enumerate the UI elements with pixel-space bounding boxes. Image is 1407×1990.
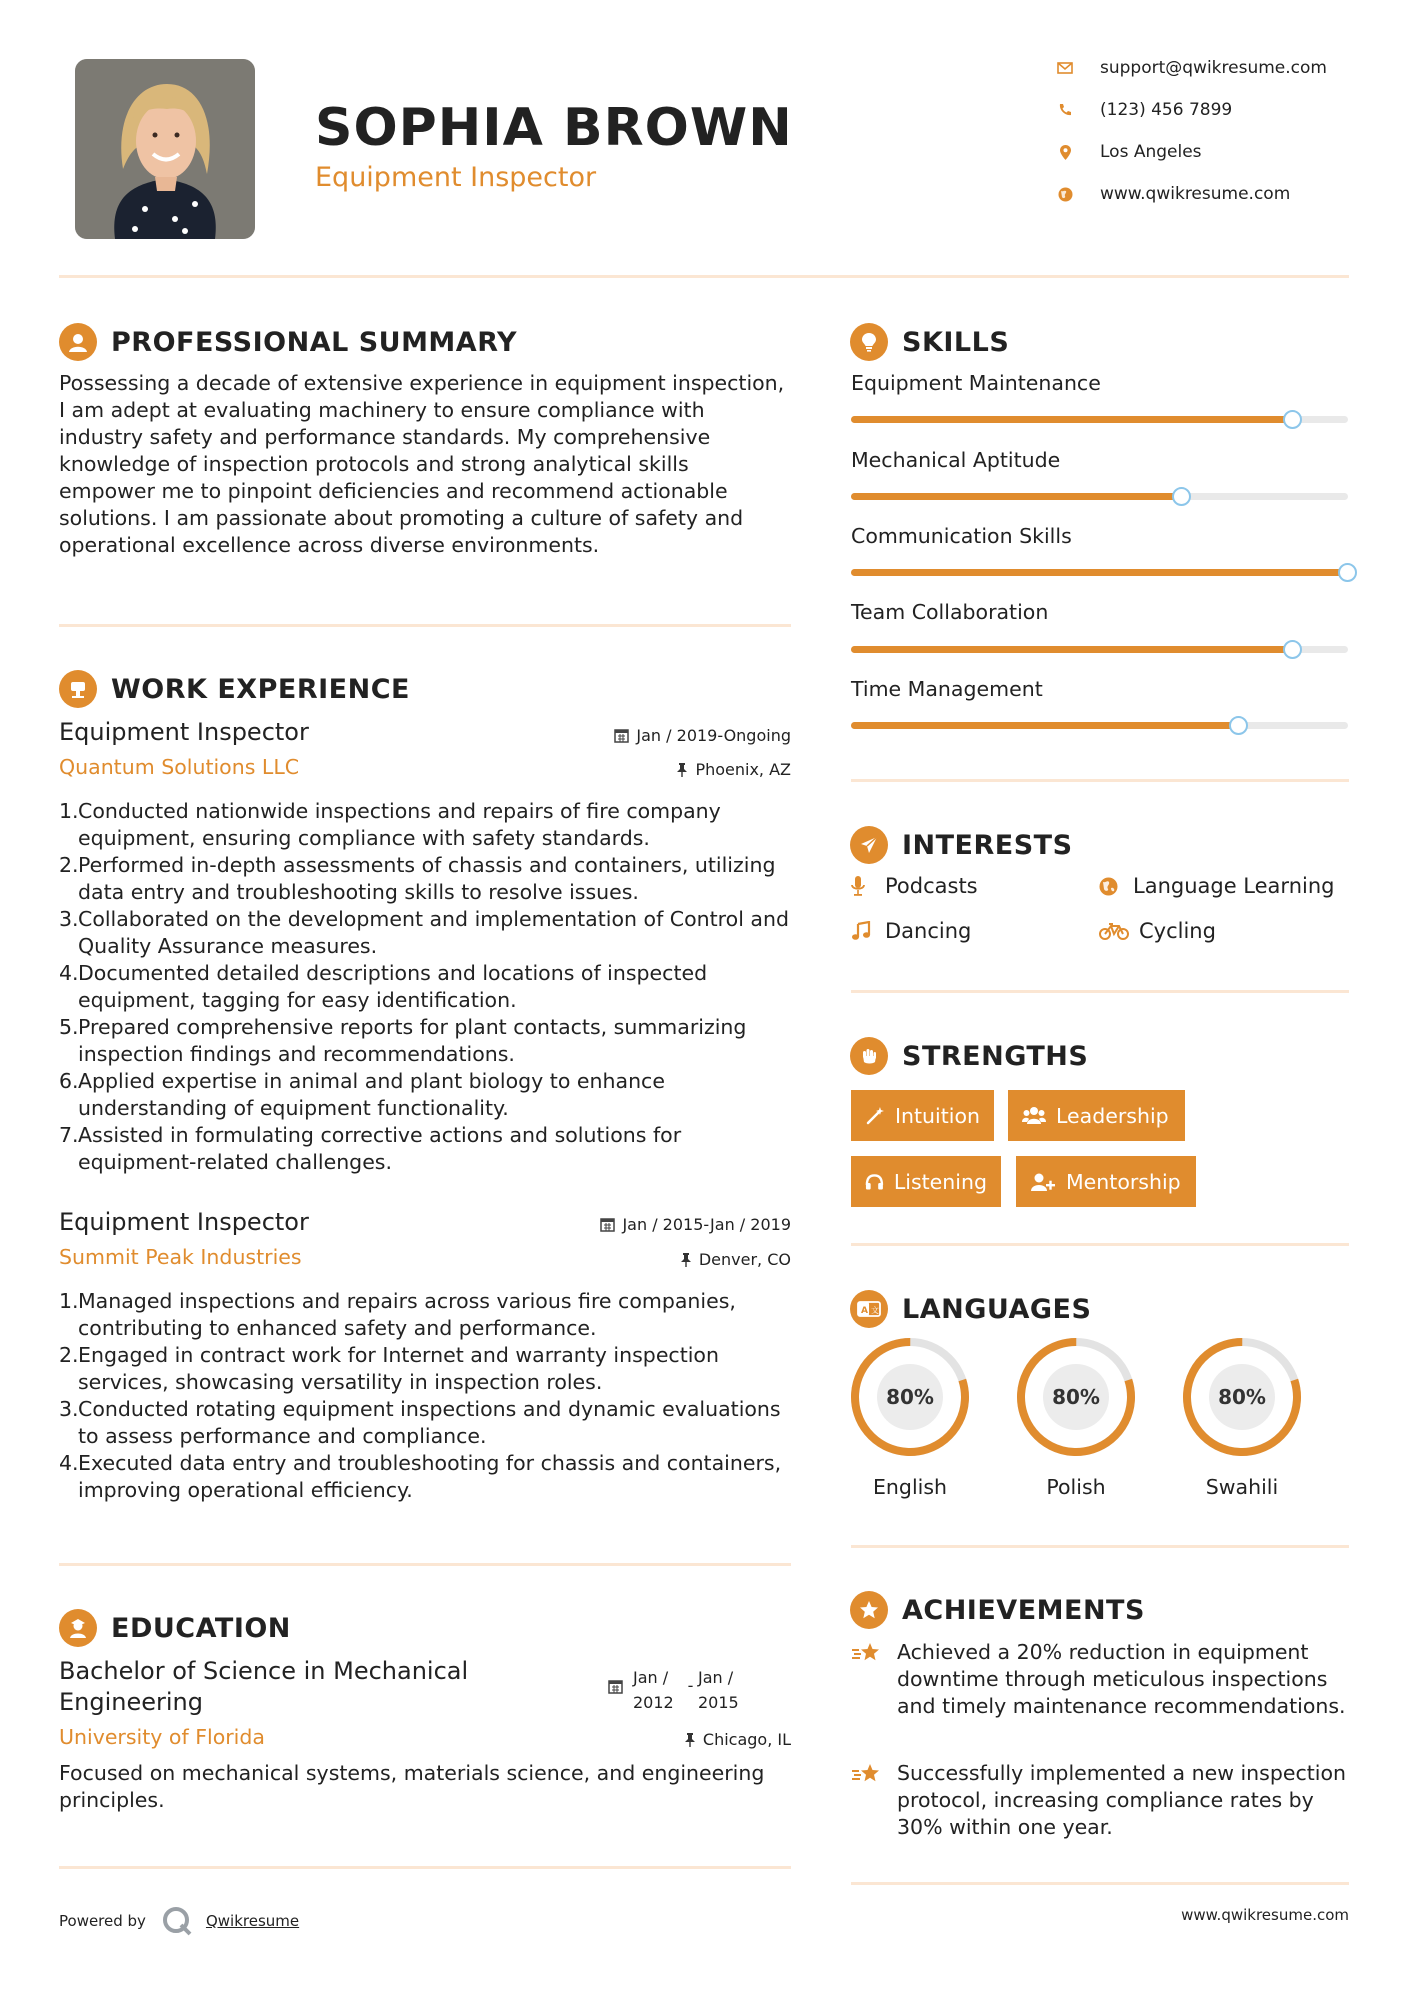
work-heading <box>59 670 410 708</box>
achievements-heading <box>850 1591 1145 1629</box>
graduate-icon <box>59 1609 97 1647</box>
pushpin-icon <box>676 763 688 777</box>
list-item: 4. Documented detailed descriptions and locations of inspected equipment, tagging for easy identification. <box>59 961 708 1012</box>
svg-text:文: 文 <box>871 1306 879 1315</box>
language-name: English <box>872 1475 948 1499</box>
skill-bar-fill <box>851 493 1182 500</box>
candidate-name: SOPHIA BROWN <box>315 98 793 158</box>
language-ring <box>1015 1336 1137 1462</box>
lightbulb-icon <box>850 323 888 361</box>
contact-location <box>1055 142 1202 162</box>
contact-location-text: Los Angeles <box>1100 142 1202 162</box>
language-name: Swahili <box>1205 1475 1279 1499</box>
pushpin-icon <box>680 1253 692 1267</box>
contact-phone-text: (123) 456 7899 <box>1100 100 1233 120</box>
user-icon <box>59 323 97 361</box>
powered-by <box>59 1904 299 1938</box>
skill-label: Time Management <box>851 677 1043 701</box>
work-divider <box>59 1563 791 1566</box>
achievement-item <box>851 1639 1349 1720</box>
list-item: 1. Managed inspections and repairs across various fire companies, contributing to enhanced safety and performance. <box>59 1289 736 1340</box>
calendar-icon <box>614 728 629 743</box>
summary-title: PROFESSIONAL SUMMARY <box>111 326 518 358</box>
strength-tag <box>851 1156 1001 1207</box>
skill-bar <box>851 722 1348 729</box>
interest-label: Podcasts <box>885 874 978 898</box>
skill-bar-fill <box>851 722 1239 729</box>
job-location-text: Phoenix, AZ <box>695 760 791 779</box>
strength-tag <box>851 1090 994 1141</box>
contact-email[interactable] <box>1055 58 1327 78</box>
skill-bar <box>851 646 1348 653</box>
job-title: Equipment Inspector <box>59 718 309 746</box>
skill-bar-knob <box>1283 640 1302 659</box>
strength-label: Mentorship <box>1066 1169 1181 1194</box>
profile-photo <box>75 59 255 239</box>
map-pin-icon <box>1055 142 1075 162</box>
achievements-divider <box>851 1882 1349 1885</box>
list-item: 4. Executed data entry and troubleshooting for chassis and containers, improving operational efficiency. <box>59 1451 782 1502</box>
achievement-item <box>851 1760 1349 1841</box>
summary-heading <box>59 323 517 361</box>
interest-label: Dancing <box>885 919 972 943</box>
headphones-icon <box>865 1173 884 1191</box>
job-company: Quantum Solutions LLC <box>59 755 300 779</box>
interests-title: INTERESTS <box>902 829 1073 861</box>
strength-tag <box>1016 1156 1196 1207</box>
qwikresume-link[interactable]: Qwikresume <box>205 1912 300 1930</box>
job-dates-text: Jan / 2019-Ongoing <box>636 726 791 745</box>
globe-icon <box>1099 877 1127 896</box>
footer-website[interactable]: www.qwikresume.com <box>1181 1906 1349 1924</box>
job-title: Equipment Inspector <box>59 1208 309 1236</box>
job-location <box>560 760 791 779</box>
calendar-icon <box>600 1217 615 1232</box>
magic-wand-icon <box>865 1106 885 1126</box>
interest-label: Language Learning <box>1133 874 1335 898</box>
language-percent: 80% <box>1052 1385 1100 1409</box>
list-item: 1. Conducted nationwide inspections and repairs of fire company equipment, ensuring compliance with safety standards. <box>59 799 721 850</box>
skill-label: Mechanical Aptitude <box>851 448 1061 472</box>
translate-icon <box>850 1290 888 1328</box>
contact-email-text: support@qwikresume.com <box>1100 58 1327 78</box>
interests-divider <box>851 990 1349 993</box>
degree-title: Bachelor of Science in Mechanical Engineering <box>59 1657 469 1716</box>
list-item: 3. Collaborated on the development and implementation of Control and Quality Assurance measures. <box>59 907 789 958</box>
education-location-text: Chicago, IL <box>702 1730 791 1749</box>
strength-label: Leadership <box>1056 1103 1169 1128</box>
achievements-title: ACHIEVEMENTS <box>902 1594 1145 1626</box>
school-name: University of Florida <box>59 1725 265 1749</box>
education-divider <box>59 1866 791 1869</box>
strength-label: Intuition <box>894 1103 980 1128</box>
summary-text: Possessing a decade of extensive experience in equipment inspection, I am adept at evaluating machinery to ensure compliance with industry safety and performance standards. My comprehensive knowledge of inspection protocols and strong analytical skills empower me to pinpoint deficiencies and recommend actionable solutions. I am passionate about promoting a culture of safety and operational excellence across diverse environments. <box>59 371 785 557</box>
globe-icon <box>1055 184 1075 204</box>
summary-divider <box>59 624 791 627</box>
skill-label: Team Collaboration <box>851 600 1049 624</box>
interest-item <box>851 919 971 943</box>
skill-label: Equipment Maintenance <box>851 371 1101 395</box>
skills-title: SKILLS <box>902 326 1010 358</box>
job-bullets <box>59 798 791 1176</box>
bicycle-icon <box>1099 922 1133 940</box>
skill-label: Communication Skills <box>851 524 1072 548</box>
interest-item <box>1099 919 1216 943</box>
skill-bar-knob <box>1229 716 1248 735</box>
users-icon <box>1022 1106 1046 1126</box>
strengths-heading <box>850 1037 1088 1075</box>
pushpin-icon <box>684 1733 696 1747</box>
skill-bar <box>851 493 1348 500</box>
achievement-text: Achieved a 20% reduction in equipment downtime through meticulous inspections and timely maintenance recommendations. <box>897 1640 1346 1718</box>
job-dates-text: Jan / 2015-Jan / 2019 <box>622 1215 791 1234</box>
education-end: Jan / 2015 <box>698 1668 739 1712</box>
strengths-title: STRENGTHS <box>902 1040 1089 1072</box>
education-description: Focused on mechanical systems, materials science, and engineering principles. <box>59 1761 765 1812</box>
language-name: Polish <box>1046 1475 1106 1499</box>
interests-heading <box>850 826 1073 864</box>
language-percent: 80% <box>886 1385 934 1409</box>
skill-bar-fill <box>851 416 1293 423</box>
list-item: 3. Conducted rotating equipment inspections and dynamic evaluations to assess performance and compliance. <box>59 1397 781 1448</box>
star-icon <box>850 1591 888 1629</box>
job-company: Summit Peak Industries <box>59 1245 302 1269</box>
header-divider <box>59 275 1349 278</box>
job-bullets <box>59 1288 791 1504</box>
user-plus-icon <box>1030 1172 1056 1192</box>
skills-divider <box>851 779 1349 782</box>
calendar-icon <box>608 1679 623 1694</box>
job-location <box>560 1250 791 1269</box>
education-title: EDUCATION <box>111 1612 291 1644</box>
shooting-star-icon <box>851 1639 897 1720</box>
contact-website[interactable] <box>1055 184 1290 204</box>
list-item: 5. Prepared comprehensive reports for plant contacts, summarizing inspection findings and recommendations. <box>59 1015 747 1066</box>
education-dash: - <box>687 1676 694 1695</box>
interest-item <box>1099 874 1334 898</box>
powered-by-text: Powered by <box>59 1912 146 1930</box>
strength-label: Listening <box>893 1169 987 1194</box>
languages-divider <box>851 1545 1349 1548</box>
work-title: WORK EXPERIENCE <box>111 673 410 705</box>
job-location-text: Denver, CO <box>698 1250 791 1269</box>
microphone-icon <box>851 876 879 896</box>
education-start: Jan / 2012 <box>633 1668 674 1712</box>
contact-website-text: www.qwikresume.com <box>1100 184 1291 204</box>
skill-bar-knob <box>1283 410 1302 429</box>
skill-bar-knob <box>1172 487 1191 506</box>
skill-bar-knob <box>1338 563 1357 582</box>
language-percent: 80% <box>1218 1385 1266 1409</box>
language-ring <box>849 1336 971 1462</box>
list-item: 2. Performed in-depth assessments of chassis and containers, utilizing data entry and troubleshooting skills to resolve issues. <box>59 853 776 904</box>
skill-bar <box>851 416 1348 423</box>
education-location <box>560 1730 791 1749</box>
language-ring <box>1181 1336 1303 1462</box>
job-dates <box>560 1215 791 1234</box>
education-dates <box>608 1665 748 1715</box>
skills-heading <box>850 323 1009 361</box>
music-note-icon <box>851 921 879 941</box>
fist-icon <box>850 1037 888 1075</box>
strengths-divider <box>851 1243 1349 1246</box>
briefcase-icon <box>59 670 97 708</box>
skill-bar-fill <box>851 646 1293 653</box>
languages-heading <box>850 1290 1091 1328</box>
achievement-text: Successfully implemented a new inspection protocol, increasing compliance rates by 30% within one year. <box>897 1761 1347 1839</box>
paper-plane-icon <box>850 826 888 864</box>
list-item: 7. Assisted in formulating corrective actions and solutions for equipment-related challenges. <box>59 1123 682 1174</box>
phone-icon <box>1055 100 1075 120</box>
qwikresume-logo-icon <box>160 1904 194 1938</box>
contact-phone[interactable] <box>1055 100 1232 120</box>
interest-label: Cycling <box>1139 919 1216 943</box>
candidate-role: Equipment Inspector <box>315 162 597 193</box>
interest-item <box>851 874 978 898</box>
job-dates <box>560 726 791 745</box>
skill-bar-fill <box>851 569 1348 576</box>
svg-text:A: A <box>861 1306 868 1316</box>
list-item: 6. Applied expertise in animal and plant biology to enhance understanding of equipment functionality. <box>59 1069 665 1120</box>
strength-tag <box>1008 1090 1185 1141</box>
education-heading <box>59 1609 291 1647</box>
shooting-star-icon <box>851 1760 897 1841</box>
skill-bar <box>851 569 1348 576</box>
envelope-icon <box>1055 58 1075 78</box>
languages-title: LANGUAGES <box>902 1293 1092 1325</box>
list-item: 2. Engaged in contract work for Internet and warranty inspection services, showcasing versatility in inspection roles. <box>59 1343 719 1394</box>
